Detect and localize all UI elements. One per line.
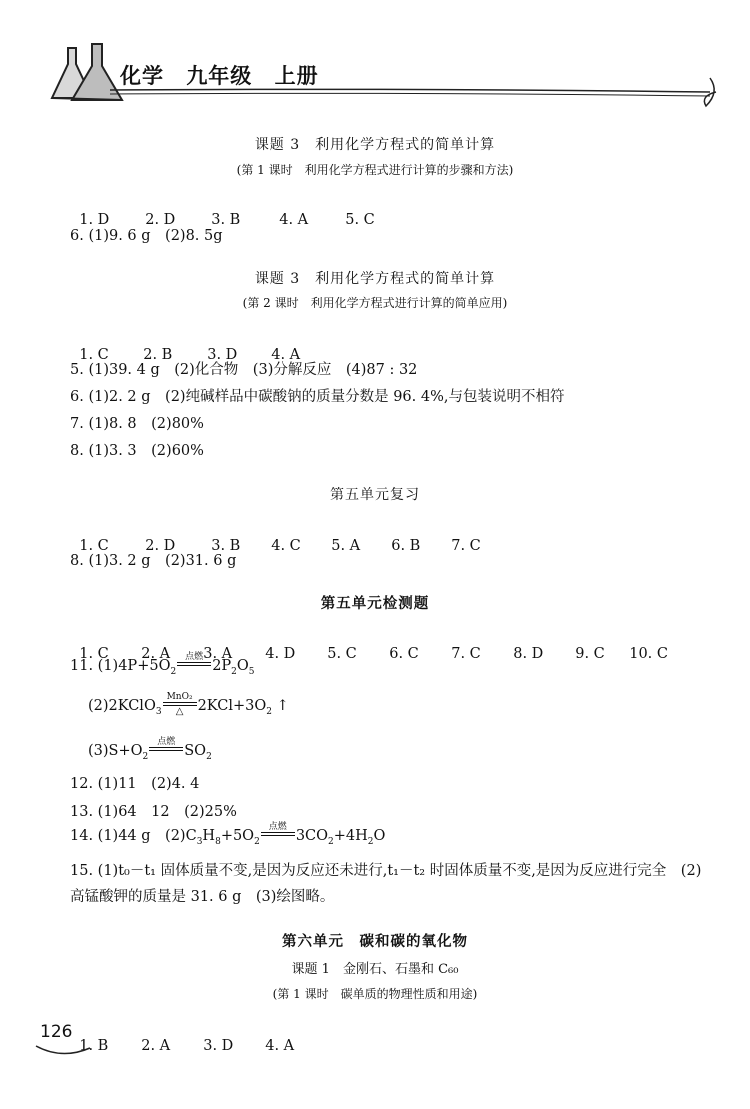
answer: 4. A — [265, 1038, 295, 1054]
answer: 5. A — [331, 538, 361, 554]
answer-line: 7. (1)8. 8 (2)80% — [70, 416, 204, 432]
answer-paragraph: 15. (1)t₀－t₁ 固体质量不变,是因为反应还未进行,t₁－t₂ 时固体质量不变,是因为反应进行完全 (2)高锰酸钾的质量是 31. 6 g (3)绘图略。 — [70, 863, 702, 905]
answer: 1. C — [79, 646, 109, 662]
reaction-condition: 点燃 — [185, 652, 204, 662]
answer: 2. D — [145, 538, 176, 554]
answer-line: 6. (1)2. 2 g (2)纯碱样品中碳酸钠的质量分数是 96. 4%,与包装说明不相符 — [70, 389, 565, 405]
answer-line: 12. (1)11 (2)4. 4 — [70, 776, 200, 792]
section-title: 第六单元 碳和碳的氧化物 — [282, 933, 468, 950]
answer: 1. C — [79, 347, 109, 363]
section-subtitle: (第 1 课时 碳单质的物理性质和用途) — [272, 987, 478, 1001]
reaction-arrow — [261, 822, 295, 847]
answer-line — [70, 1022, 294, 1054]
section-subtitle: (第 1 课时 利用化学方程式进行计算的步骤和方法) — [236, 163, 514, 177]
answer-line: 5. (1)39. 4 g (2)化合物 (3)分解反应 (4)87 : 32 — [70, 362, 418, 378]
equation-text: 3CO — [295, 828, 329, 845]
answer: 1. C — [79, 538, 109, 554]
equation-text: 11. (1)4P+5O — [70, 658, 171, 675]
equation-text: 2P — [212, 658, 232, 675]
answer: 1. B — [79, 1038, 109, 1054]
equation-line: (2)2KClO$_3$ MnO₂ △ $2KCl+3O_2$ ↑ — [88, 692, 289, 717]
section-subtitle: (第 2 课时 利用化学方程式进行计算的简单应用) — [242, 296, 508, 310]
header-subject: 化学 — [120, 64, 164, 88]
reaction-condition: 点燃 — [157, 737, 176, 747]
reaction-condition: △ — [175, 706, 184, 717]
equation-text: +4H — [333, 828, 368, 845]
answer: 2. D — [145, 212, 176, 228]
answer: 3. D — [207, 347, 238, 363]
answer: 10. C — [629, 646, 668, 662]
page-header — [0, 30, 750, 110]
equation-text: +5O — [220, 828, 255, 845]
answer: 7. C — [451, 646, 481, 662]
section-title: 课题 3 利用化学方程式的简单计算 — [254, 271, 496, 287]
answer: 2. A — [141, 1038, 171, 1054]
answer-line: 13. (1)64 12 (2)25% — [70, 804, 237, 820]
answer: 5. C — [327, 646, 357, 662]
answer-line: 8. (1)3. 2 g (2)31. 6 g — [70, 553, 237, 569]
answer: 9. C — [575, 646, 605, 662]
answer: 5. C — [345, 212, 375, 228]
answer: 6. B — [391, 538, 421, 554]
answer-line: 8. (1)3. 3 (2)60% — [70, 443, 204, 459]
page-number: 126 — [40, 1022, 73, 1042]
header-volume: 上册 — [274, 64, 319, 88]
answer: 3. A — [203, 646, 233, 662]
equation-line: 14. (1)44 g $(2)C_3H_8+5O_2$ 点燃 $3CO_2+4H_2O$ — [70, 822, 386, 847]
equation-line: 11. $(1)4P+5O_2$ 点燃 $2P_2O_5$ — [70, 652, 255, 677]
answer: 3. D — [203, 1038, 234, 1054]
equation-text: SO — [184, 743, 207, 760]
section-title: 课题 3 利用化学方程式的简单计算 — [254, 137, 496, 153]
answer: 3. B — [211, 212, 241, 228]
equation-text: 14. (1)44 g (2)C — [70, 828, 197, 845]
equation-text: (2)2KClO — [88, 698, 156, 715]
header-rule — [20, 70, 730, 110]
section-title: 第五单元复习 — [330, 487, 420, 503]
reaction-condition: 点燃 — [268, 822, 287, 832]
answer: 2. A — [141, 646, 171, 662]
answer-line: 6. (1)9. 6 g (2)8. 5g — [70, 228, 223, 244]
equation-text: O — [373, 828, 386, 845]
answer: 7. C — [451, 538, 481, 554]
page-number-decoration — [34, 1040, 94, 1060]
reaction-arrow — [149, 737, 183, 762]
equation-text: (3)S+O — [88, 743, 143, 760]
header-grade: 九年级 — [186, 64, 253, 88]
reaction-arrow — [163, 692, 197, 717]
equation-line: $(3)S+O_2$ 点燃 $SO_2$ — [88, 737, 212, 762]
answer: 1. D — [79, 212, 110, 228]
reaction-condition: MnO₂ — [166, 692, 193, 702]
reaction-arrow — [177, 652, 211, 677]
answer: 2. B — [143, 347, 173, 363]
answer: 4. A — [279, 212, 309, 228]
answer: 6. C — [389, 646, 419, 662]
equation-text: 2KCl+3O — [197, 698, 267, 715]
section-title: 第五单元检测题 — [320, 595, 430, 612]
gas-arrow-icon: ↑ — [276, 698, 289, 715]
answer: 3. B — [211, 538, 241, 554]
answer: 4. D — [265, 646, 296, 662]
answer: 8. D — [513, 646, 544, 662]
answer: 4. A — [271, 347, 301, 363]
section-subtitle: 课题 1 金刚石、石墨和 C₆₀ — [291, 962, 459, 977]
answer: 4. C — [271, 538, 301, 554]
equation-text: H — [202, 828, 216, 845]
